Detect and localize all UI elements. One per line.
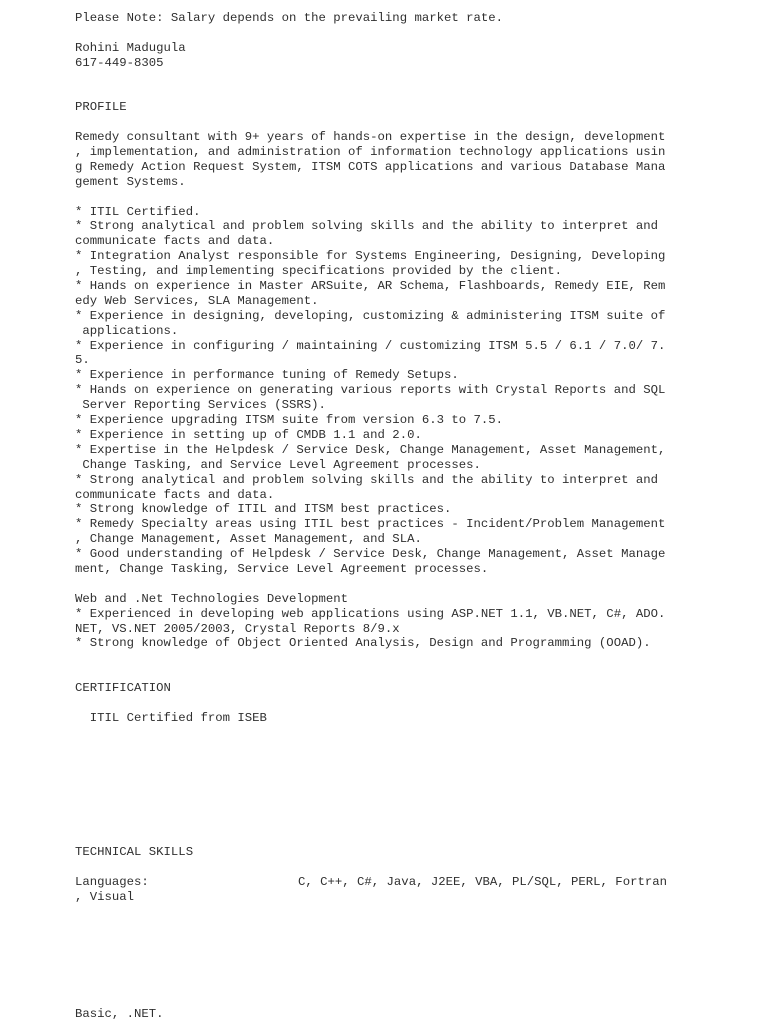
- languages-row: [75, 875, 755, 890]
- spacer: [75, 26, 755, 41]
- spacer: [75, 726, 755, 741]
- web-line: * Experienced in developing web applications using ASP.NET 1.1, VB.NET, C#, ADO.: [75, 606, 666, 621]
- spacer: [75, 71, 755, 86]
- spacer: [75, 815, 755, 830]
- profile-heading: PROFILE: [75, 100, 127, 115]
- languages-label: Languages:: [75, 874, 149, 889]
- spacer: [75, 860, 755, 875]
- bullet-line: * Strong knowledge of ITIL and ITSM best practices.: [75, 502, 452, 517]
- bullet-line: , Testing, and implementing specifications provided by the client.: [75, 264, 563, 279]
- spacer: [75, 770, 755, 785]
- languages-tail: Basic, .NET.: [75, 1007, 164, 1021]
- candidate-phone: 617-449-8305: [75, 55, 164, 70]
- bullet-line: * Hands on experience in Master ARSuite, AR Schema, Flashboards, Remedy EIE, Rem: [75, 279, 666, 294]
- bullet-line: * Integration Analyst responsible for Systems Engineering, Designing, Developing: [75, 249, 666, 264]
- certification-item: ITIL Certified from ISEB: [75, 710, 267, 725]
- spacer: [75, 577, 755, 592]
- summary-line: , implementation, and administration of information technology applications usin: [75, 145, 666, 160]
- bullet-line: , Change Management, Asset Management, and SLA.: [75, 532, 422, 547]
- bullet-line: * Experience in configuring / maintaining / customizing ITSM 5.5 / 6.1 / 7.0/ 7.: [75, 338, 666, 353]
- bullet-line: * Hands on experience on generating various reports with Crystal Reports and SQL: [75, 383, 666, 398]
- summary-line: Remedy consultant with 9+ years of hands-on expertise in the design, development: [75, 130, 666, 145]
- bullet-line: * Experience in performance tuning of Remedy Setups.: [75, 368, 459, 383]
- bullet-line: applications.: [75, 323, 179, 338]
- languages-continuation: , Visual: [75, 889, 135, 904]
- bullet-line: * Strong analytical and problem solving skills and the ability to interpret and: [75, 472, 658, 487]
- languages-value: C, C++, C#, Java, J2EE, VBA, PL/SQL, PERL, Fortran: [298, 874, 667, 889]
- profile-bullets: [75, 205, 755, 577]
- technical-skills-heading: TECHNICAL SKILLS: [75, 844, 194, 859]
- bullet-line: edy Web Services, SLA Management.: [75, 293, 319, 308]
- bullet-line: * Experience upgrading ITSM suite from version 6.3 to 7.5.: [75, 413, 504, 428]
- candidate-name: Rohini Madugula: [75, 40, 186, 55]
- summary-line: g Remedy Action Request System, ITSM COTS applications and various Database Mana: [75, 159, 666, 174]
- spacer: [75, 830, 755, 845]
- salary-note: Please Note: Salary depends on the prevailing market rate.: [75, 11, 504, 25]
- bullet-line: communicate facts and data.: [75, 234, 275, 249]
- spacer: [75, 785, 755, 800]
- spacer: [75, 756, 755, 771]
- spacer: [75, 190, 755, 205]
- web-heading: Web and .Net Technologies Development: [75, 591, 349, 606]
- resume-page: [75, 11, 755, 904]
- bullet-line: communicate facts and data.: [75, 487, 275, 502]
- bullet-line: * Experience in setting up of CMDB 1.1 and 2.0.: [75, 427, 422, 442]
- bullet-line: * Strong analytical and problem solving skills and the ability to interpret and: [75, 219, 658, 234]
- web-line: NET, VS.NET 2005/2003, Crystal Reports 8/9.x: [75, 621, 400, 636]
- bullet-line: Change Tasking, and Service Level Agreement processes.: [75, 457, 481, 472]
- summary-line: gement Systems.: [75, 174, 186, 189]
- spacer: [75, 115, 755, 130]
- profile-summary: [75, 130, 755, 190]
- spacer: [75, 800, 755, 815]
- spacer: [75, 666, 755, 681]
- spacer: [75, 85, 755, 100]
- spacer: [75, 696, 755, 711]
- bullet-line: 5.: [75, 353, 90, 368]
- bullet-line: * Remedy Specialty areas using ITIL best practices - Incident/Problem Management: [75, 517, 666, 532]
- bullet-line: Server Reporting Services (SSRS).: [75, 398, 326, 413]
- spacer: [75, 651, 755, 666]
- bullet-line: * Experience in designing, developing, customizing & administering ITSM suite of: [75, 308, 666, 323]
- bullet-line: * ITIL Certified.: [75, 204, 201, 219]
- bullet-line: * Good understanding of Helpdesk / Service Desk, Change Management, Asset Manage: [75, 547, 666, 562]
- certification-heading: CERTIFICATION: [75, 681, 171, 696]
- spacer: [75, 741, 755, 756]
- web-line: * Strong knowledge of Object Oriented Analysis, Design and Programming (OOAD).: [75, 636, 651, 651]
- bullet-line: ment, Change Tasking, Service Level Agreement processes.: [75, 561, 489, 576]
- bullet-line: * Expertise in the Helpdesk / Service Desk, Change Management, Asset Management,: [75, 442, 666, 457]
